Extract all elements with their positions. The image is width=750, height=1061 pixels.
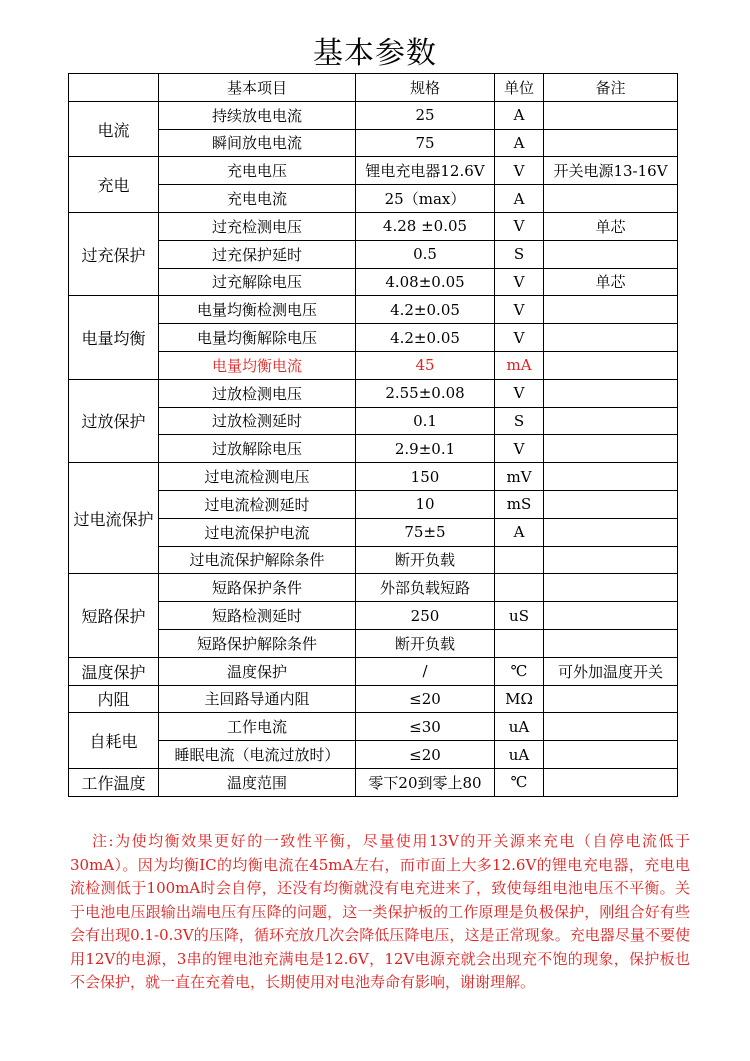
note-cell bbox=[544, 101, 678, 129]
unit-cell: S bbox=[495, 240, 544, 268]
item-cell: 主回路导通内阻 bbox=[159, 685, 356, 713]
spec-cell: 25 bbox=[356, 101, 495, 129]
item-cell: 电量均衡电流 bbox=[159, 351, 356, 379]
item-cell: 温度保护 bbox=[159, 657, 356, 685]
note-cell: 开关电源13-16V bbox=[544, 157, 678, 185]
note-cell bbox=[544, 185, 678, 213]
item-cell: 过放检测延时 bbox=[159, 407, 356, 435]
table-row bbox=[69, 129, 678, 157]
note-cell bbox=[544, 407, 678, 435]
item-cell: 瞬间放电电流 bbox=[159, 129, 356, 157]
spec-cell: 10 bbox=[356, 490, 495, 518]
header-category bbox=[69, 74, 159, 102]
spec-cell: 2.55±0.08 bbox=[356, 379, 495, 407]
category-cell: 电量均衡 bbox=[69, 296, 159, 379]
category-cell: 内阻 bbox=[69, 685, 159, 713]
table-row bbox=[69, 296, 678, 324]
spec-cell: 断开负载 bbox=[356, 629, 495, 657]
note-cell: 可外加温度开关 bbox=[544, 657, 678, 685]
note-cell bbox=[544, 713, 678, 741]
item-cell: 短路保护条件 bbox=[159, 574, 356, 602]
item-cell: 过电流保护解除条件 bbox=[159, 546, 356, 574]
item-cell: 持续放电电流 bbox=[159, 101, 356, 129]
spec-table-body bbox=[69, 74, 678, 797]
unit-cell: V bbox=[495, 268, 544, 296]
item-cell: 过放检测电压 bbox=[159, 379, 356, 407]
spec-cell: 2.9±0.1 bbox=[356, 435, 495, 463]
spec-cell: ≤20 bbox=[356, 741, 495, 769]
unit-cell: uA bbox=[495, 713, 544, 741]
spec-cell: 25（max） bbox=[356, 185, 495, 213]
category-cell: 自耗电 bbox=[69, 713, 159, 769]
note-cell bbox=[544, 435, 678, 463]
unit-cell: V bbox=[495, 157, 544, 185]
note-cell bbox=[544, 518, 678, 546]
item-cell: 过充保护延时 bbox=[159, 240, 356, 268]
item-cell: 过电流保护电流 bbox=[159, 518, 356, 546]
unit-cell: A bbox=[495, 185, 544, 213]
item-cell: 短路检测延时 bbox=[159, 602, 356, 630]
header-spec: 规格 bbox=[356, 74, 495, 102]
spec-cell: ≤20 bbox=[356, 685, 495, 713]
item-cell: 睡眠电流（电流过放时） bbox=[159, 741, 356, 769]
note-cell bbox=[544, 379, 678, 407]
item-cell: 电量均衡检测电压 bbox=[159, 296, 356, 324]
table-row bbox=[69, 629, 678, 657]
item-cell: 充电电压 bbox=[159, 157, 356, 185]
note-cell bbox=[544, 768, 678, 796]
spec-cell: 锂电充电器12.6V bbox=[356, 157, 495, 185]
unit-cell: A bbox=[495, 518, 544, 546]
table-row bbox=[69, 602, 678, 630]
note-cell bbox=[544, 629, 678, 657]
unit-cell: V bbox=[495, 379, 544, 407]
category-cell: 充电 bbox=[69, 157, 159, 213]
note-cell: 单芯 bbox=[544, 268, 678, 296]
spec-cell: 250 bbox=[356, 602, 495, 630]
item-cell: 过充检测电压 bbox=[159, 212, 356, 240]
table-row bbox=[69, 741, 678, 769]
item-cell: 电量均衡解除电压 bbox=[159, 324, 356, 352]
spec-cell: 4.2±0.05 bbox=[356, 296, 495, 324]
table-row bbox=[69, 518, 678, 546]
table-row bbox=[69, 435, 678, 463]
category-cell: 过放保护 bbox=[69, 379, 159, 462]
category-cell: 温度保护 bbox=[69, 657, 159, 685]
note-cell bbox=[544, 741, 678, 769]
unit-cell: V bbox=[495, 212, 544, 240]
unit-cell: ℃ bbox=[495, 768, 544, 796]
item-cell: 过放解除电压 bbox=[159, 435, 356, 463]
table-row bbox=[69, 685, 678, 713]
table-header-row bbox=[69, 74, 678, 102]
unit-cell: V bbox=[495, 435, 544, 463]
note-cell: 单芯 bbox=[544, 212, 678, 240]
spec-cell: 150 bbox=[356, 463, 495, 491]
table-row bbox=[69, 268, 678, 296]
unit-cell bbox=[495, 629, 544, 657]
footnote: 注:为使均衡效果更好的一致性平衡，尽量使用13V的开关源来充电（自停电流低于30mA）。因为均衡IC的均衡电流在45mA左右，而市面上大多12.6V的锂电充电器，充电电流检测低于100mA时会自停，还没有均衡就没有电充进来了，致使每组电池电压不平衡。关于电池电压跟输出端电压有压降的问题，这一类保护板的工作原理是负极保护，刚组合好有些会有出现0.1-0.3V的压降，循环充放几次会降低压降电压，这是正常现象。充电器尽量不要使用12V的电源，3串的锂电池充满电是12.6V，12V电源充就会出现充不饱的现象，保护板也不会保护，就一直在充着电，长期使用对电池寿命有影响，谢谢理解。 bbox=[70, 832, 690, 991]
table-row bbox=[69, 546, 678, 574]
note-cell bbox=[544, 463, 678, 491]
unit-cell: A bbox=[495, 129, 544, 157]
unit-cell: V bbox=[495, 296, 544, 324]
table-row bbox=[69, 490, 678, 518]
item-cell: 充电电流 bbox=[159, 185, 356, 213]
header-item: 基本项目 bbox=[159, 74, 356, 102]
unit-cell: uS bbox=[495, 602, 544, 630]
unit-cell: uA bbox=[495, 741, 544, 769]
note-cell bbox=[544, 324, 678, 352]
spec-cell: 4.2±0.05 bbox=[356, 324, 495, 352]
unit-cell bbox=[495, 574, 544, 602]
table-row bbox=[69, 101, 678, 129]
category-cell: 电流 bbox=[69, 101, 159, 157]
spec-cell: 断开负载 bbox=[356, 546, 495, 574]
spec-cell: 45 bbox=[356, 351, 495, 379]
item-cell: 过电流检测电压 bbox=[159, 463, 356, 491]
spec-table bbox=[68, 73, 678, 797]
header-note: 备注 bbox=[544, 74, 678, 102]
spec-cell: 外部负载短路 bbox=[356, 574, 495, 602]
note-cell bbox=[544, 490, 678, 518]
table-row bbox=[69, 185, 678, 213]
unit-cell: ℃ bbox=[495, 657, 544, 685]
note-cell bbox=[544, 574, 678, 602]
item-cell: 温度范围 bbox=[159, 768, 356, 796]
item-cell: 过电流检测延时 bbox=[159, 490, 356, 518]
unit-cell: S bbox=[495, 407, 544, 435]
table-row bbox=[69, 574, 678, 602]
item-cell: 短路保护解除条件 bbox=[159, 629, 356, 657]
unit-cell: mV bbox=[495, 463, 544, 491]
spec-cell: / bbox=[356, 657, 495, 685]
note-cell bbox=[544, 240, 678, 268]
table-row bbox=[69, 713, 678, 741]
table-row bbox=[69, 768, 678, 796]
table-row bbox=[69, 657, 678, 685]
table-row bbox=[69, 351, 678, 379]
unit-cell bbox=[495, 546, 544, 574]
spec-cell: 75±5 bbox=[356, 518, 495, 546]
unit-cell: V bbox=[495, 324, 544, 352]
spec-cell: 0.5 bbox=[356, 240, 495, 268]
table-row bbox=[69, 324, 678, 352]
note-cell bbox=[544, 602, 678, 630]
note-cell bbox=[544, 546, 678, 574]
table-row bbox=[69, 212, 678, 240]
table-row bbox=[69, 240, 678, 268]
page-title: 基本参数 bbox=[313, 36, 437, 71]
spec-cell: 零下20到零上80 bbox=[356, 768, 495, 796]
unit-cell: mA bbox=[495, 351, 544, 379]
spec-cell: ≤30 bbox=[356, 713, 495, 741]
table-row bbox=[69, 407, 678, 435]
note-cell bbox=[544, 351, 678, 379]
spec-cell: 4.08±0.05 bbox=[356, 268, 495, 296]
spec-cell: 0.1 bbox=[356, 407, 495, 435]
table-row bbox=[69, 379, 678, 407]
spec-cell: 75 bbox=[356, 129, 495, 157]
header-unit: 单位 bbox=[495, 74, 544, 102]
category-cell: 过充保护 bbox=[69, 212, 159, 295]
unit-cell: A bbox=[495, 101, 544, 129]
spec-cell: 4.28 ±0.05 bbox=[356, 212, 495, 240]
category-cell: 工作温度 bbox=[69, 768, 159, 796]
unit-cell: mS bbox=[495, 490, 544, 518]
unit-cell: MΩ bbox=[495, 685, 544, 713]
item-cell: 工作电流 bbox=[159, 713, 356, 741]
item-cell: 过充解除电压 bbox=[159, 268, 356, 296]
table-row bbox=[69, 463, 678, 491]
category-cell: 短路保护 bbox=[69, 574, 159, 657]
note-cell bbox=[544, 685, 678, 713]
category-cell: 过电流保护 bbox=[69, 463, 159, 574]
note-cell bbox=[544, 296, 678, 324]
note-cell bbox=[544, 129, 678, 157]
table-row bbox=[69, 157, 678, 185]
